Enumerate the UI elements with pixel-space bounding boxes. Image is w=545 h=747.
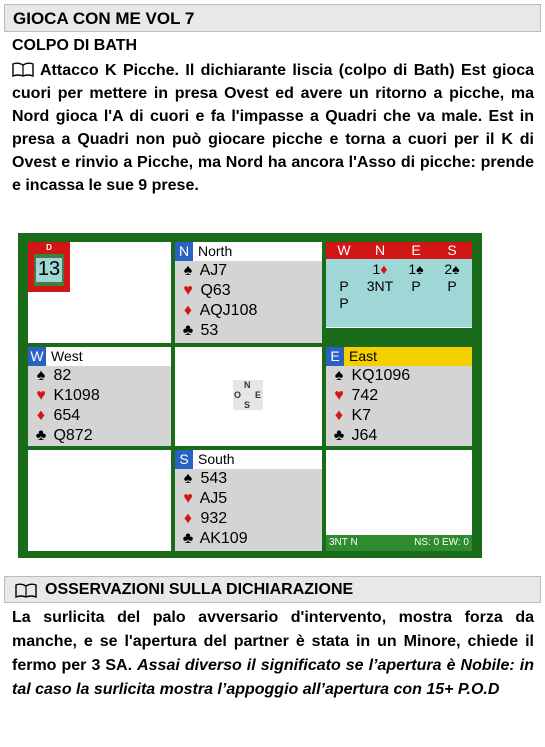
observations-title: OSSERVAZIONI SULLA DICHIARAZIONE [45,581,354,598]
empty-cell [28,450,171,551]
south-name: South [198,451,235,467]
east-hand [326,347,472,446]
heart-icon: ♥ [183,490,193,507]
south-hand [175,450,322,551]
west-diamonds: ♦ 654 [28,406,171,426]
score-label: NS: 0 EW: 0 [414,537,469,548]
contract-label: 3NT N [329,537,358,548]
table-center [175,347,322,446]
diamond-icon: ♦ [183,302,193,319]
board-number: 13 [35,257,63,283]
compass-icon: N O E S [234,380,262,410]
spade-icon: ♠ [334,367,344,384]
dealer-label: D [28,242,70,254]
heart-icon: ♥ [334,387,344,404]
north-name: North [198,243,233,259]
east-dir-tag: E [326,347,344,366]
west-dir-tag: W [28,347,46,366]
south-dir-tag: S [175,450,193,469]
club-icon: ♣ [182,530,194,547]
north-hearts: ♥ Q63 [175,281,322,301]
north-spades: ♠ AJ7 [175,261,322,281]
spade-icon: ♠ [36,367,46,384]
east-diamonds: ♦ K7 [326,406,472,426]
page-title-bar [4,4,541,32]
diamond-icon: ♦ [183,510,193,527]
club-icon: ♣ [333,427,345,444]
result-cell [326,450,472,551]
bidding-box [326,242,472,328]
south-spades: ♠ 543 [175,469,322,489]
north-clubs: ♣ 53 [175,321,322,341]
south-diamonds: ♦ 932 [175,509,322,529]
west-clubs: ♣ Q872 [28,426,171,446]
north-hand [175,242,322,343]
south-clubs: ♣ AK109 [175,529,322,549]
analysis-text: Attacco K Picche. Il dichiarante liscia (colpo di Bath) Est gioca cuori per mettere in presa Ovest ed avere un ritorno a picche, ma Nord gioca l'A di cuori e fa l'impasse a Quadri che va male. Est in presa a Quadri non può giocare picche e torna a cuori per il K di Ovest e rinvio a Picche, ma Nord ha ancora l'Asso di picche: prende e incassa le sue 9 prese. [12,62,534,194]
west-name: West [51,348,83,364]
spade-icon: ♠ [183,470,193,487]
south-hearts: ♥ AJ5 [175,489,322,509]
board-number-cell [28,242,171,343]
spade-icon: ♠ [183,262,193,279]
bidding-header: W N E S [326,242,472,259]
east-name: East [349,348,378,364]
east-clubs: ♣ J64 [326,426,472,446]
club-icon: ♣ [35,427,47,444]
dealer-indicator [28,242,70,292]
club-icon: ♣ [182,322,194,339]
north-diamonds: ♦ AQJ108 [175,301,322,321]
page-title: GIOCA CON ME VOL 7 [13,9,195,28]
west-hand [28,347,171,446]
north-dir-tag: N [175,242,193,261]
observations-header [4,576,541,603]
east-hearts: ♥ 742 [326,386,472,406]
diamond-icon: ♦ [334,407,344,424]
result-bar [326,535,472,551]
heart-icon: ♥ [183,282,193,299]
bridge-board [18,233,482,558]
west-spades: ♠ 82 [28,366,171,386]
book-icon [15,583,37,598]
observations-paragraph: La surlicita del palo avversario d'intervento, mostra forza da manche, e se l'apertura del partner è stata in un Minore, chiede il fermo per 3 SA. Assai diverso il significato se l’apertura è Nobile: in tal caso la surlicita mostra l’appoggio all’apertura con 15+ P.O.D [12,609,534,698]
section-subtitle: COLPO DI BATH [12,37,138,54]
bidding-sequence: 1♦ 1♠ 2♠ P 3NT P P P [326,259,472,327]
heart-icon: ♥ [36,387,46,404]
book-icon [12,62,34,77]
east-spades: ♠ KQ1096 [326,366,472,386]
west-hearts: ♥ K1098 [28,386,171,406]
diamond-icon: ♦ [36,407,46,424]
analysis-paragraph [12,59,534,197]
